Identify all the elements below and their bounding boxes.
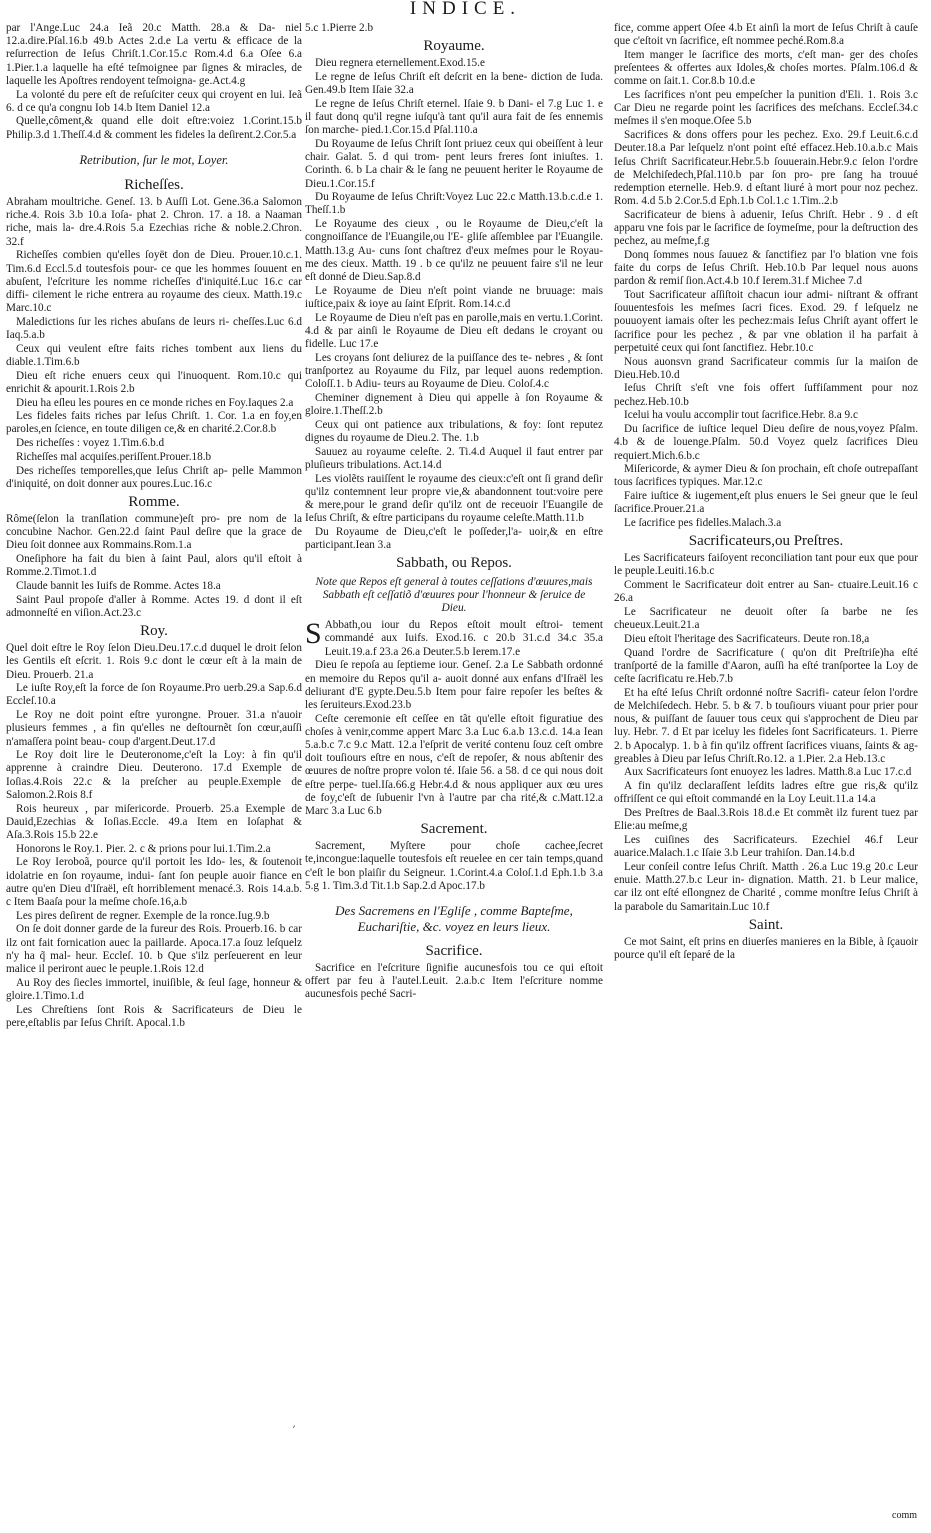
entry: Dieu ha eſleu les poures en ce monde riches en Foy.Iaques 2.a — [16, 396, 294, 409]
drop-cap: S — [305, 617, 322, 651]
cross-reference-retribution: Retribution, ſur le mot, Loyer. — [79, 152, 229, 167]
entry: Saint Paul propoſe d'aller à Romme. Actes 19. d dont il eſt admonneſté en viſion.Act.23.c — [6, 593, 302, 619]
entry: Leur conſeil contre Ieſus Chriſt. Matth . 26.a Luc 19.g 20.c Leur enuie. Matth.27.b.c Leur in- dignation. Matth. 21. b Leur malice, car ilz ont eſté eſlongnez de Charité , comme monſtre Ieſus Chriſt à la parabole du Samaritain.Luc 10.f — [614, 860, 918, 913]
entry: Les violẽts rauiſſent le royaume des cieux:c'eſt ont ſi grand deſir qu'ilz contemnent leur propre vie,& abandonnent tout:voire pere & mere,pour le grand deſir qu'ilz ont de receuoir l'Euangile de Ieſus Chriſt, & eſtre participans du royaume celeſte.Matth.11.b — [305, 472, 603, 525]
paragraph: Quelle,côment,& quand elle doit eſtre:voiez 1.Corint.15.b Philip.3.d 1.Theſſ.4.d & comment les fideles la deſirent.2.Cor.5.a — [6, 115, 302, 141]
entry: Tout Sacrificateur aſſiſtoit chacun iour admi- niſtrant & offrant ſouuentesfois les meſmes ſacri fices. Exod. 29. f leſquelz ne pouuoyent iamais oſter les pechez:mais Ieſus Chriſt ayant offert le ſacrifice pour les pechez , & par vne oblation il ha parfait à perpetuité ceux qui ſont ſanctifiez. Hebr.10.c — [614, 289, 918, 354]
entry: Le Royaume de Dieu n'eſt point viande ne bruuage: mais iuſtice,paix & ioye au ſaint Eſprit. Rom.14.c.d — [305, 284, 603, 310]
entry: Ceſte ceremonie eſt ceſſee en tãt qu'elle eſtoit figuratiue des choſes à venir,comme appert Marc 3.a Luc 6.a.b 13.c.d. 14.a Iean 5.a.b.c 7.c 9.c Matt. 12.a l'eſprit de verité contenu ſouz ceſt ombre doit touſiours eſtre en nous, c'eſt de repoſer, & nous abſtenir des œuures de noſtre propre volon té. Iſaie 56. a 58. d ce qui nous doit eſtre perpe- tuel.Iſa.66.g Hebr.4.d & nous appliquer aux œu ures de foy,c'eſt de ſubuenir l'vn à l'autre par cha rité,& c.Matt.12.a Marc 3.a Luc 6.b — [305, 712, 603, 818]
entry: Le iuſte Roy,eſt la force de ſon Royaume.Pro uerb.29.a Sap.6.d Eccleſ.10.a — [6, 682, 302, 708]
entry: Rôme(ſelon la tranſlation commune)eſt pro- pre nom de la concubine Nachor. Gen.22.d ſaint Paul deſire que la grace de Dieu ſoit donnee aux Rommains.Rom.1.a — [6, 513, 302, 552]
entry: Le Sacrificateur ne deuoit oſter ſa barbe ne ſes cheueux.Leuit.21.a — [614, 606, 918, 632]
entry: Ceux qui ont patience aux tribulations, & foy: ſont reputez dignes du royaume de Dieu.2. The. 1.b — [305, 418, 603, 444]
entry: Dieu eſtoit l'heritage des Sacrificateurs. Deute ron.18,a — [624, 632, 870, 645]
paragraph: La volonté du pere eſt de reſuſciter ceux qui croyent en lui. Ieã 6. d ce qu'a congnu Iob 14.b Item Daniel 12.a — [6, 88, 302, 114]
entry: Dieu eſt riche enuers ceux qui l'inuoquent. Rom.10.c qui enrichit & apourit.1.Rois 2.b — [6, 369, 302, 395]
heading-royaume: Royaume. — [423, 38, 485, 55]
entry: Dieu ſe repoſa au ſeptieme iour. Geneſ. 2.a Le Sabbath ordonné en memoire du Repos qu'il a- auoit donné aux enfans d'Iſraël les deliurant d'E gypte.Deu.5.b Item pour faire repoſer les beſtes & les ſeruiteurs.Exod.23.b — [305, 659, 603, 711]
stray-mark: ʼ — [292, 1425, 296, 1436]
entry: Les croyans ſont deliurez de la puiſſance des te- nebres , & ſont tranſportez au Royaume du Filz, par lequel auons redemption. Coloſſ.1. b Adiu- teurs au Royaume de Dieu. Coloſ.4.c — [305, 351, 603, 391]
entry: Honorons le Roy.1. Pier. 2. c & prions pour lui.1.Tim.2.a — [16, 842, 271, 855]
entry: Des richeſſes temporelles,que Ieſus Chriſt ap- pelle Mammon d'iniquité, on doit donner aux poures.Luc.16.c — [6, 464, 302, 490]
heading-saint: Saint. — [748, 916, 784, 933]
entry: Richeſſes mal acquiſes.periſſent.Prouer.18.b — [16, 450, 212, 463]
heading-romme: Romme. — [128, 494, 180, 510]
heading-sacrificateurs: Sacrificateurs,ou Preſtres. — [688, 533, 844, 550]
entry: Rois heureux , par miſericorde. Prouerb. 25.a Exemple de Dauid,Ezechias & Ioſias.Eccle. 49.a Item en Ioſaphat & Aſa.3.Rois 15.b 22.e — [6, 802, 302, 841]
entry: Richeſſes combien qu'elles ſoyët don de Dieu. Prouer.10.c.1. Tim.6.d Eccl.5.d toutesfois pour- ce que les hommes ſouuent en abuſent, l'eſcriture les nomme richeſſes d'iniquité.Luc 16.c car diffi- cilement le riche entrera au royaume des cieux. Matth.19.c Marc.10.c — [6, 249, 302, 315]
heading-sacrifice: Sacrifice. — [425, 943, 483, 960]
entry: Du Royaume de Ieſus Chriſt:Voyez Luc 22.c Matth.13.b.c.d.e 1. Theſſ.1.b — [305, 191, 603, 217]
entry: Dieu regnera eternellement.Exod.15.e — [315, 57, 485, 70]
entry: Les pires deſirent de regner. Exemple de la ronce.Iug.9.b — [16, 909, 270, 922]
entry: Aux Sacrificateurs ſont enuoyez les ladres. Matth.8.a Luc 17.c.d — [624, 766, 912, 779]
entry: Ceux qui veulent eſtre faits riches tombent aux liens du diable.1.Tim.6.b — [6, 342, 302, 368]
page-header: INDICE. — [409, 0, 522, 18]
entry: Quel doit eſtre le Roy ſelon Dieu.Deu.17.c.d duquel le droit ſelon les Gentils eſt eſcrit. 1. Rois 9.c dont le cœur eſt à la main de Dieu. Prouerb. 21.a — [6, 642, 302, 681]
entry: Sauuez au royaume celeſte. 2. Ti.4.d Auquel il faut entrer par pluſieurs tribulations. Act.14.d — [305, 445, 603, 471]
entry: Sacrifices & dons offers pour les pechez. Exo. 29.f Leuit.6.c.d Deuter.18.a Par leſquelz n'ont point eſté effacez.Heb.10.a.b.c Mais Ieſus Chriſt Sacrificateur.Hebr.5.b ſouuerain.Hebr.9.c ſelon l'ordre de Melchiſedech,Pſal.110.b par ſon pro- pre ſang ha trouué redemption eternelle. Heb.9. d eſtant liuré à mort pour noz pechez. Rom. 4.d 5.b 2.Cor.5.d Eph.1.b Col.1.c 1.Tim..2.b — [614, 129, 918, 208]
entry: Claude bannit les Iuifs de Romme. Actes 18.a — [16, 580, 221, 593]
entry: Les Sacrificateurs faiſoyent reconciliation tant pour eux que pour le peuple.Leuiti.16.b.c — [614, 552, 918, 578]
entry: A fin qu'ilz declaraſſent leſdits ladres eſtre gue ris,& qu'ilz offriſſent ce qui eſtoit commandé en la Loy Leuit.11.a 14.a — [614, 780, 918, 806]
entry: Du ſacrifice de iuſtice lequel Dieu deſire de nous,voyez Pſalm. 4.b & de louenge.Pſalm. 50.d Voyez quelz ſacrifices Dieu requiert.Mich.6.b.c — [614, 423, 918, 462]
entry: Ieſus Chriſt s'eſt vne fois offert ſuffiſamment pour noz pechez.Heb.10.b — [614, 382, 918, 408]
entry: Au Roy des ſiecles immortel, inuiſible, & ſeul ſage, honneur & gloire.1.Timo.1.d — [6, 976, 302, 1002]
entry: Des Preſtres de Baal.3.Rois 18.d.e Et commẽt ilz furent tuez par Elie:au meſme,g — [614, 807, 918, 833]
entry: Le ſacrifice pes fidelles.Malach.3.a — [624, 517, 782, 530]
entry: Item manger le ſacrifice des morts, c'eſt man- ger des choſes preſentees & offertes aux Idoles,& choſes mortes. Pſalm.106.d & comme on ſait.1. Cor.8.b 10.d.e — [614, 48, 918, 88]
entry: Du Royaume de Ieſus Chriſt ſont priuez ceux qui obeiſſent à leur chair. Galat. 5. d qui trom- pent leurs freres ſont iniuſtes. 1. Corinth. 6. b La chair & le ſang ne peuuent heriter le Royaume de Dieu.1.Cor.15.f — [305, 137, 603, 190]
entry: Des richeſſes : voyez 1.Tim.6.b.d — [16, 437, 165, 450]
entry: Comment le Sacrificateur doit entrer au San- ctuaire.Leuit.16 c 26.a — [614, 579, 918, 605]
entry: Sacrement, Myſtere pour choſe cachee,ſecret te,incongue:laquelle toutesfois eſt reuelee en cer tain temps,quand c'eſt le bon plaiſir du Seigneur. 1.Corint.4.a Coloſ.1.d Eph.1.b 3.a 5.g 1. Tim.3.d Tit.1.b Sap.2.d Apoc.17.b — [305, 840, 603, 892]
heading-sacrement: Sacrement. — [420, 821, 488, 838]
column-right — [614, 22, 918, 1519]
heading-richesses: Richeſſes. — [124, 177, 184, 194]
entry: Le Roy doit lire le Deuteronome,c'eſt la Loy: à fin qu'il apprenne à craindre Dieu. Deuterono. 17.d Exemple de Ioſias.4.Rois 22.c & la preſcher au peuple.Exemple de Salomon.2.Rois 8.f — [6, 749, 302, 801]
entry: Cheminer dignement à Dieu qui appelle à ſon Royaume & gloire.1.Theſſ.2.b — [305, 391, 603, 417]
entry — [305, 619, 603, 659]
column-left — [6, 22, 302, 1519]
note-sacremens: Des Sacremens en l'Egliſe , comme Bapteſme, Euchariſtie, &c. voyez en leurs lieux. — [335, 903, 573, 935]
entry: Icelui ha voulu accomplir tout ſacrifice.Hebr. 8.a 9.c — [624, 409, 858, 422]
entry: Le Roy Ieroboã, pource qu'il portoit les Ido- les, & ſoutenoit idolatrie en ſon royaume, indui- ſant ſon peuple auoir fiance en autre qu'en Dieu d'Iſraël, eſt horriblement menacé.3. Rois 14.a.b. c Item Baaſa pour la meſme choſe.16,a.b — [6, 856, 302, 908]
heading-sabbath: Sabbath, ou Repos. — [396, 555, 512, 572]
entry: Ce mot Saint, eſt prins en diuerſes manieres en la Bible, à ſçauoir pource qu'il eſt ſeparé de la — [614, 935, 918, 961]
entry: Miſericorde, & aymer Dieu & ſon prochain, eſt choſe outrepaſſant tous ſacrifices typiques. Mar.12.c — [614, 463, 918, 489]
entry: Quand l'ordre de Sacrificature ( qu'on dit Preſtriſe)ha eſté tranſporté de la famille d'Aaron, auſſi ha eſté tranſportee la Loy de ceſte ſacrificatu re.Heb.7.b — [614, 646, 918, 686]
entry: Oneſiphore ha fait du bien à ſaint Paul, alors qu'il eſtoit à Romme.2.Timot.1.d — [6, 553, 302, 579]
entry: Le Royaume des cieux , ou le Royaume de Dieu,c'eſt la congnoiſſance de l'Euangile,ou l'E- gliſe aſſemblee par l'Euangile. Matth.13.g Au- cuns ſont chaſtrez d'eux meſmes pour le Royau- me des cieux. Matth. 19 . b ce qu'ilz ne peuuent faire s'il ne leur eſt donné de Dieu.Sap.8.d — [305, 218, 603, 283]
entry: Maledictions ſur les riches abuſans de leurs ri- cheſſes.Luc 6.d Iaq.5.a.b — [6, 315, 302, 342]
entry: Les Chreſtiens ſont Rois & Sacrificateurs de Dieu le pere,eſtablis par Ieſus Chriſt. Apocal.1.b — [6, 1003, 302, 1029]
entry: Les cuiſines des Sacrificateurs. Ezechiel 46.f Leur auarice.Malach.1.c Iſaie 3.b Leur trahiſon. Dan.14.b.d — [614, 833, 918, 860]
entry: Abraham moultriche. Geneſ. 13. b Auſſi Lot. Gene.36.a Salomon riche.4. Rois 3.b 10.a Ioſa- phat 2. Chron. 17. a 18. a Naaman riche, mais la- dre.4.Rois 5.a Ezechias riche & noble.2.Chron. 32.f — [6, 196, 302, 248]
entry: Les fideles faits riches par Ieſus Chriſt. 1. Cor. 1.a en foy,en paroles,en ſcience, en toute diligen ce,& en charité.2.Cor.8.b — [6, 410, 302, 436]
column-middle — [305, 22, 603, 1519]
entry: Faire iuſtice & iugement,eſt plus enuers le Sei gneur que le ſeul ſacrifice.Prouer.21.a — [614, 490, 918, 516]
entry: Donq ſommes nous ſauuez & ſanctifiez par l'o blation vne fois faite du corps de Ieſus Chriſt. Heb.10.b Par lequel nous auons pardon & remiſ ſion.Act.4.b 10.f Ierem.31.f Michee 7.d — [614, 248, 918, 288]
entry: Le regne de Ieſus Chriſt eſt deſcrit en la bene- diction de Iuda. Gen.49.b Item Iſaie 32.a — [305, 70, 603, 97]
entry: Le regne de Ieſus Chriſt eternel. Iſaie 9. b Dani- el 7.g Luc 1. e il faut donq qu'il regne iuſqu'à tant qu'il aura fait de ſes ennemis ſon marche- pied.1.Cor.15.d Pſal.110.a — [305, 97, 603, 137]
entry: On ſe doit donner garde de la fureur des Rois. Prouerb.16. b car ilz ont fait fornication auec la paillarde. Apoca.17.a ſouz leſquelz n'y ha q̃ mal- heur. Eccleſ. 10. b Que s'ilz perſeuerent en leur malice il periront auec le peuple.1.Rois 12.d — [6, 923, 302, 975]
entry-text: Abbath,ou iour du Repos eſtoit moult eſtroi- tement commandé aux Iuifs. Exod.16. c 20.b 31.c.d 34.c 35.a Leuit.19.a.f 23.a 26.a Deuter.5.b Ierem.17.e — [324, 619, 603, 658]
entry: Sacrifice en l'eſcriture ſignifie aucunesfois tou ce qui eſtoit offert par feu à l'autel.Leuit. 2.a.b.c Item l'eſcriture nomme aucunesfois peché Sacri- — [305, 962, 603, 1001]
entry: Du Royaume de Dieu,c'eſt le poſſeder,l'a- uoir,& en eſtre participant.Iean 3.a — [305, 525, 603, 552]
entry: Nous auonsvn grand Sacrificateur commis ſur la maiſon de Dieu.Heb.10.d — [614, 355, 918, 381]
entry: Sacrificateur de biens à aduenir, Ieſus Chriſt. Hebr . 9 . d eſt apparu vne fois par le ſacrifice de ſoymeſme, pour la deſtruction des pechez, au meſme,f.g — [614, 208, 918, 248]
entry: Et ha eſté Ieſus Chriſt ordonné noſtre Sacrifi- cateur ſelon l'ordre de Melchiſedech. Hebr. 5. b & 7. b touſiours viuant pour prier pour nous, & puiſſant de ſauuer tous ceux qui s'approchent de Dieu par luy. Hebr. 7. d Et par iceluy les fideles ſont Sacrificateurs. 1. Pierre 2. b Apocalyp. 1. b à fin qu'ilz offrent ſacrifices viuans, ſaints & ag- greables à Dieu par Ieſus Chriſt.Ro.12. a 1.Pier. 2.a Heb.13.c — [614, 686, 918, 765]
heading-roy: Roy. — [140, 623, 168, 640]
entry: Le Royaume de Dieu n'eſt pas en parolle,mais en vertu.1.Corint. 4.d & par ainſi le Royaume de Dieu eſt dedans le croyant ou fidelle. Luc 17.e — [305, 311, 603, 350]
paragraph: fice, comme appert Oſee 4.b Et ainſi la mort de Ieſus Chriſt à cauſe que c'eſtoit vn ſacrifice, eſt nommee peché.Rom.8.a — [614, 22, 918, 48]
entry: Le Roy ne doit point eſtre yurongne. Prouer. 31.a n'auoir plusieurs femmes , a fin qu'elles ne deſtournẽt ſon cœur,auſſi n'amaſſera point beau- coup d'argent.Deut.17.d — [6, 709, 302, 748]
entry: Les ſacrifices n'ont peu empeſcher la punition d'Eli. 1. Rois 3.c Car Dieu ne regarde point les ſacrifices des meſchans. Eccleſ.34.c meſmes il s'en moque.Oſee 5.b — [614, 89, 918, 128]
paragraph: 5.c 1.Pierre 2.b — [305, 22, 374, 34]
catchword: comm — [892, 1510, 917, 1521]
note-repos: Note que Repos eſt general à toutes ceſſations d'œuures,mais Sabbath eſt ceſſatiõ d'œuures pour l'honneur & ſeruice de Dieu. — [315, 576, 593, 615]
paragraph: par l'Ange.Luc 24.a Ieã 20.c Matth. 28.a & Da- niel 12.a.dire.Pſal.16.b 49.b Actes 2.d.e La vertu & efficace de la reſurrection de Ieſus Chriſt.1.Cor.15.c Rom.4.d 6.a Oſee 6.a 1.Pier.1.a laquelle ha eſté teſmoignee par ſignes & miracles, de laquelle les Apoſtres rendoyent teſmoigna- ge.Act.4.g — [6, 22, 302, 87]
